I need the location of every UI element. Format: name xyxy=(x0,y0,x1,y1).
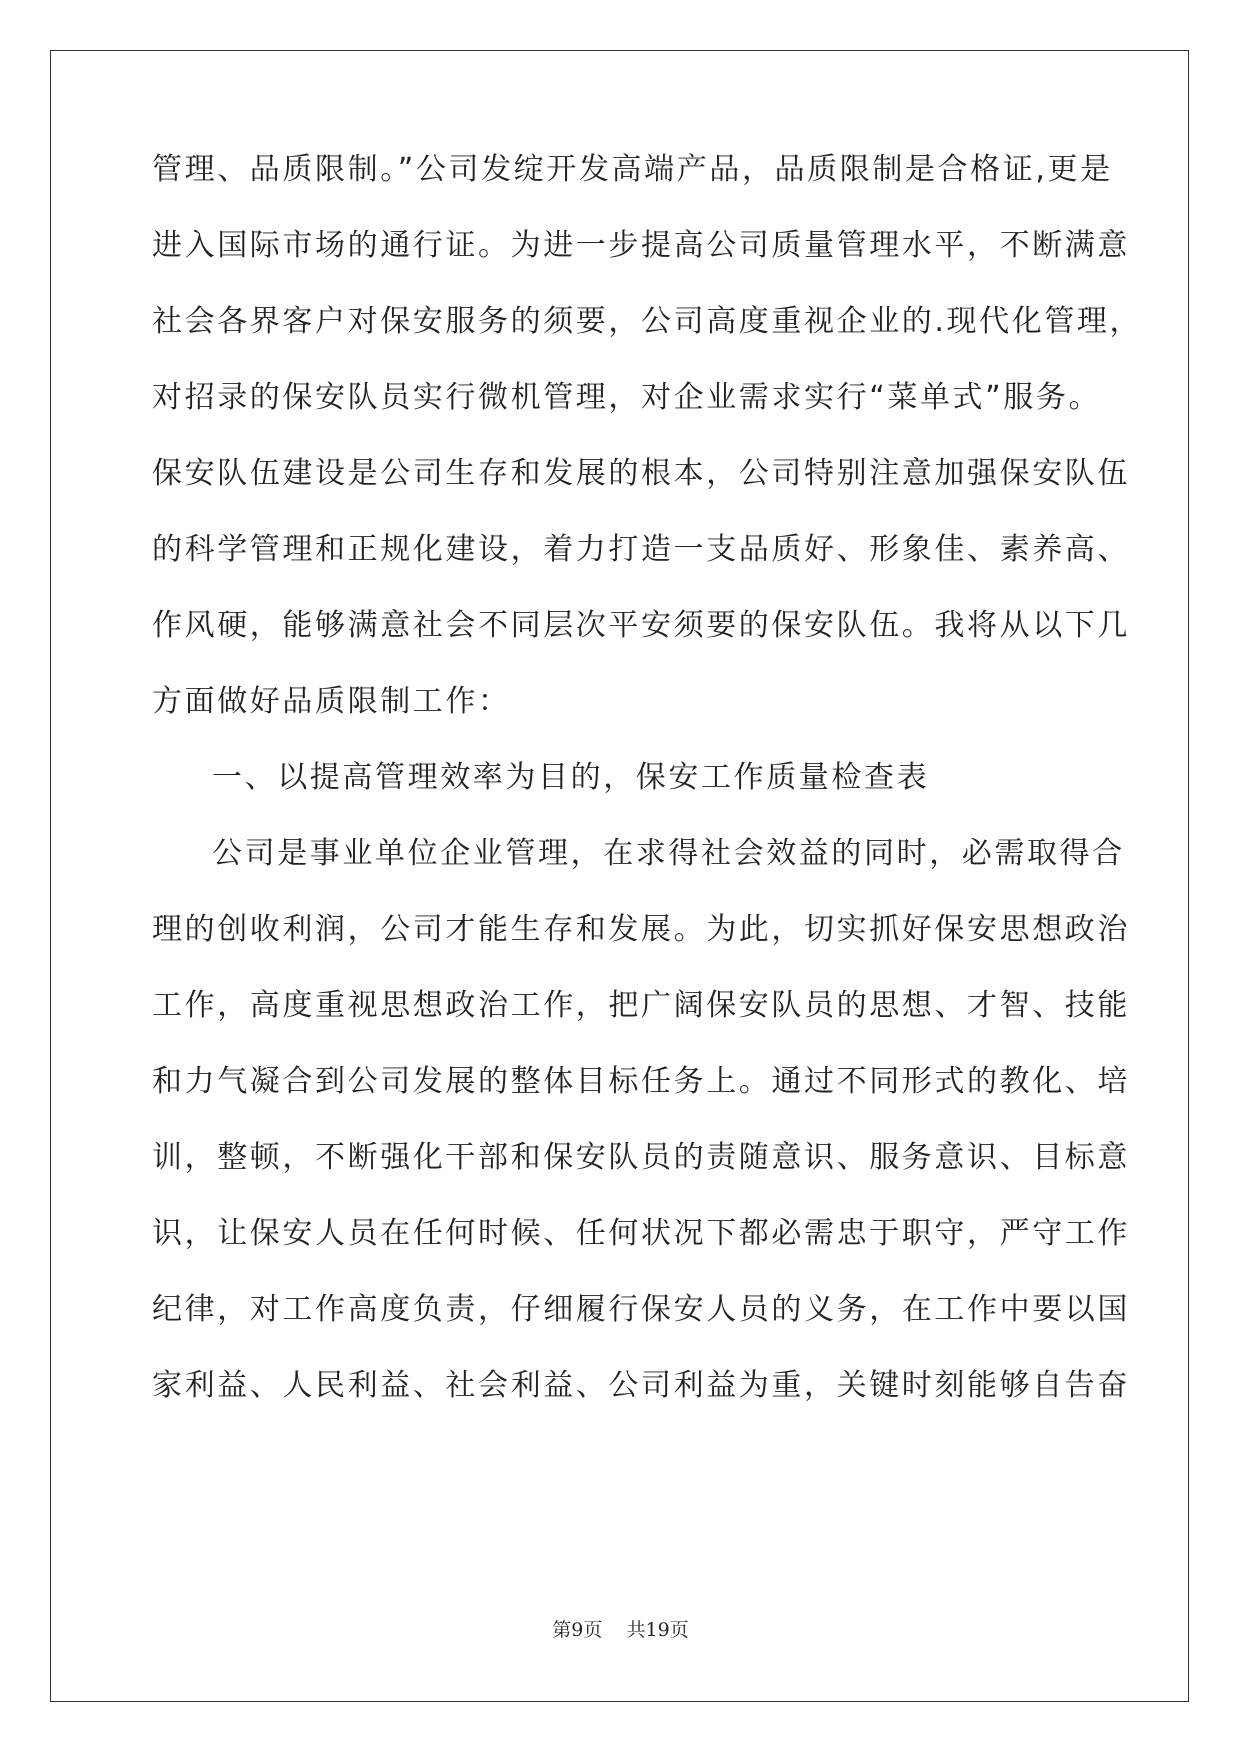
body-line: 工作，高度重视思想政治工作，把广阔保安队员的思想、才智、技能 xyxy=(152,988,1130,1023)
body-line: 作风硬，能够满意社会不同层次平安须要的保安队伍。我将从以下几 xyxy=(152,608,1130,643)
body-line: 的科学管理和正规化建设，着力打造一支品质好、形象佳、素养高、 xyxy=(152,532,1130,567)
body-line: 训，整顿，不断强化干部和保安队员的责随意识、服务意识、目标意 xyxy=(152,1140,1130,1175)
body-line: 管理、品质限制。”公司发绽开发高端产品，品质限制是合格证,更是 xyxy=(152,152,1113,187)
body-line: 对招录的保安队员实行微机管理，对企业需求实行“菜单式”服务。 xyxy=(152,380,1102,415)
page-border xyxy=(50,50,1189,1702)
body-line: 理的创收利润，公司才能生存和发展。为此，切实抓好保安思想政治 xyxy=(152,912,1130,947)
body-line: 家利益、人民利益、社会利益、公司利益为重，关键时刻能够自告奋 xyxy=(152,1368,1130,1403)
footer-spacer xyxy=(602,1619,626,1641)
body-line: 保安队伍建设是公司生存和发展的根本，公司特别注意加强保安队伍 xyxy=(152,456,1130,491)
body-line: 识，让保安人员在任何时候、任何状况下都必需忠于职守，严守工作 xyxy=(152,1216,1130,1251)
page-footer xyxy=(0,1618,1241,1642)
page-number: 第9页 xyxy=(552,1619,603,1641)
body-line: 社会各界客户对保安服务的须要，公司高度重视企业的.现代化管理， xyxy=(152,304,1143,339)
total-pages: 共19页 xyxy=(626,1619,689,1641)
section-heading: 一、以提高管理效率为目的，保安工作质量检查表 xyxy=(212,760,930,795)
body-line: 纪律，对工作高度负责，仔细履行保安人员的义务，在工作中要以国 xyxy=(152,1292,1130,1327)
body-line: 公司是事业单位企业管理，在求得社会效益的同时，必需取得合 xyxy=(212,836,1125,871)
body-line: 进入国际市场的通行证。为进一步提高公司质量管理水平，不断满意 xyxy=(152,228,1130,263)
body-line: 和力气凝合到公司发展的整体目标任务上。通过不同形式的教化、培 xyxy=(152,1064,1130,1099)
body-line: 方面做好品质限制工作： xyxy=(152,684,511,719)
